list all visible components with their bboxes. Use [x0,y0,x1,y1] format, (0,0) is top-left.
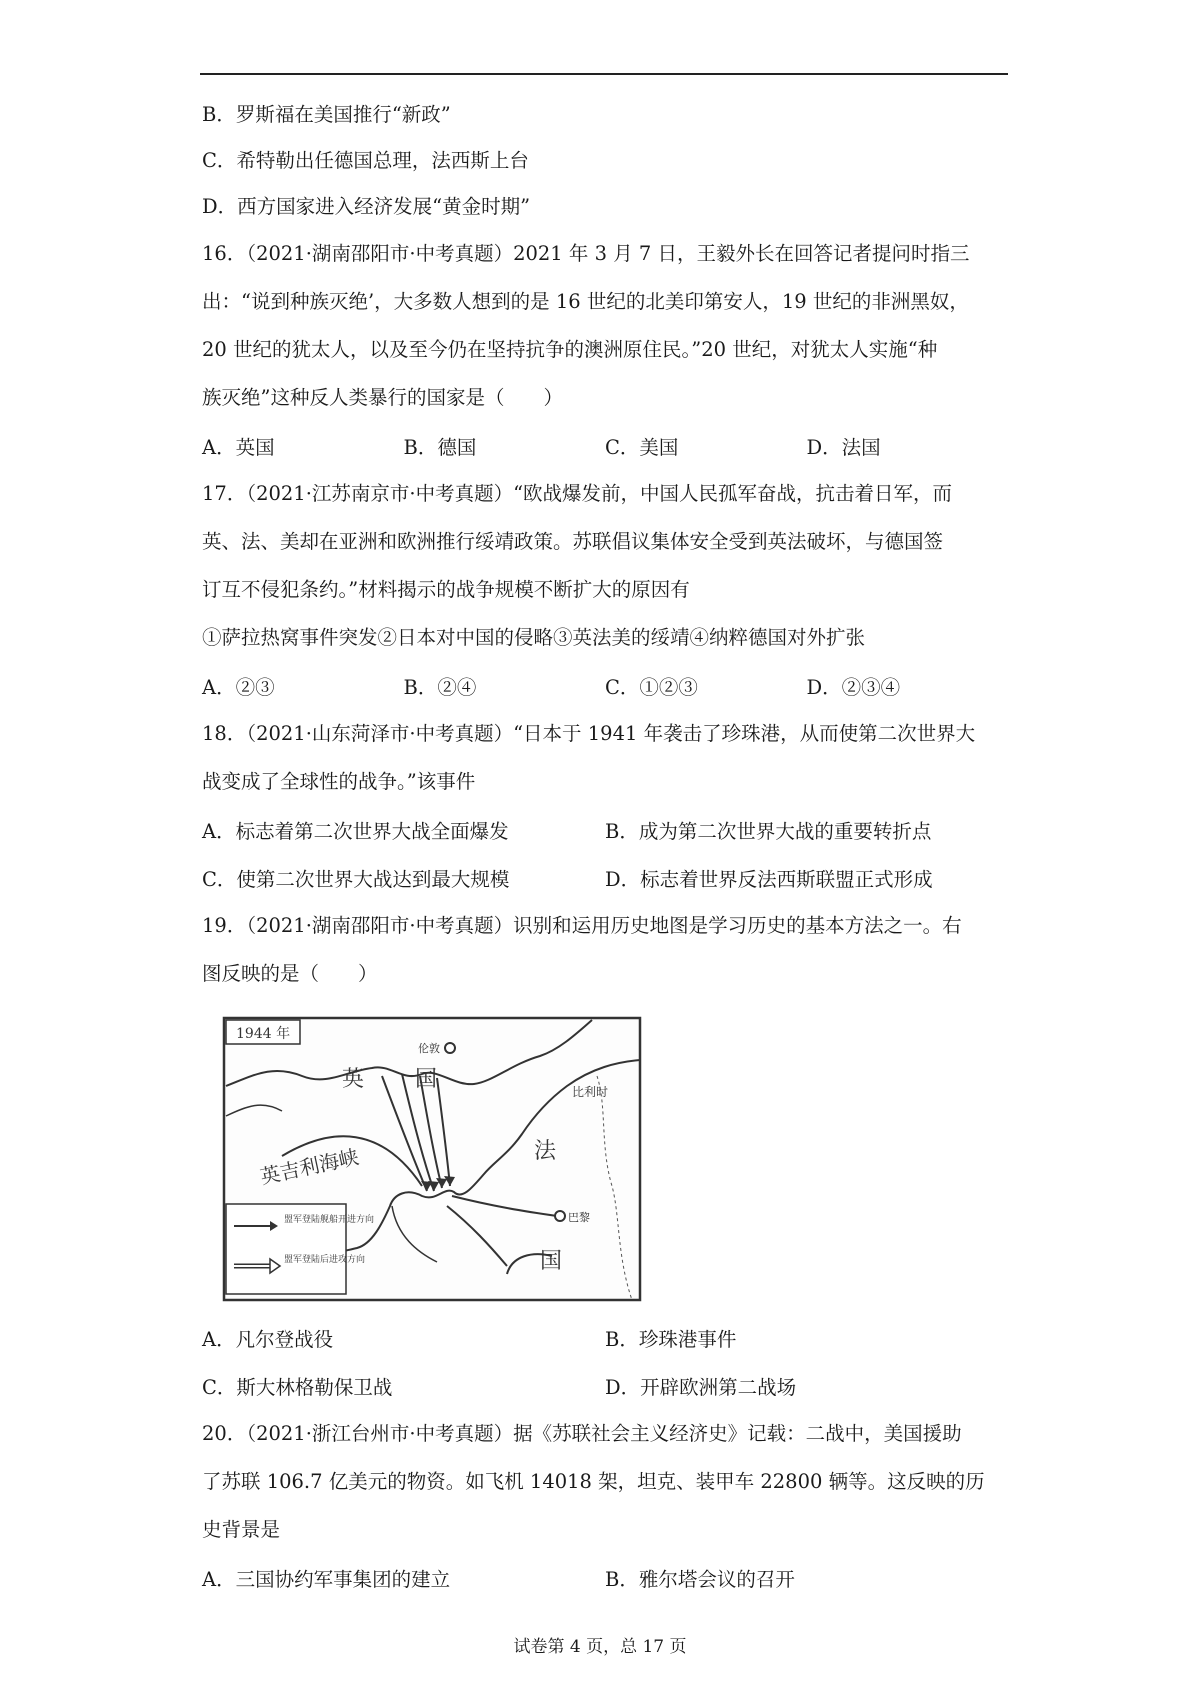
question-16 [202,230,1008,470]
option-b: B．成为第二次世界大战的重要转折点 [605,820,932,843]
england-label-1: 英 [342,1067,365,1092]
legend-item-1: 盟军登陆舰船开进方向 [284,1215,375,1225]
legend-item-2: 盟军登陆后进攻方向 [284,1255,366,1265]
paris-label: 巴黎 [568,1211,590,1224]
france-label-2: 国 [540,1249,563,1274]
map-figure [222,1016,642,1302]
option-a: A．三国协约军事集团的建立 [202,1568,451,1591]
question-text-line: 16．（2021·湖南邵阳市·中考真题）2021 年 3 月 7 日，王毅外长在回答记者提问时指三 [202,242,970,265]
option-c: C．美国 [605,436,679,459]
option-d: D．标志着世界反法西斯联盟正式形成 [605,868,933,891]
answer-options [202,662,1008,710]
paris-marker [555,1211,565,1221]
normandy-landing-map [222,1016,642,1302]
england-label-2: 国 [415,1067,438,1092]
option-line: B．罗斯福在美国推行“新政” [202,103,451,126]
header-rule [200,73,1008,75]
map-year-label: 1944 年 [236,1026,291,1042]
option-c: C．使第二次世界大战达到最大规模 [202,868,510,891]
question-text-line: 了苏联 106.7 亿美元的物资。如飞机 14018 架，坦克、装甲车 22800 辆等。这反映的历 [202,1470,985,1493]
question-text-line: ①萨拉热窝事件突发②日本对中国的侵略③英法美的绥靖④纳粹德国对外扩张 [202,626,866,649]
option-b: B．珍珠港事件 [605,1328,737,1351]
question-text-line: 战变成了全球性的战争。”该事件 [202,770,476,793]
question-text-line: 英、法、美却在亚洲和欧洲推行绥靖政策。苏联倡议集体安全受到英法破坏，与德国签 [202,530,944,553]
option-b: B．②④ [403,676,477,699]
option-a: A．标志着第二次世界大战全面爆发 [202,820,509,843]
option-b: B．德国 [403,436,477,459]
question-text-line: 族灭绝”这种反人类暴行的国家是（ ） [202,386,563,409]
option-d: D．②③④ [806,676,901,699]
option-c: C．斯大林格勒保卫战 [202,1376,393,1399]
london-label: 伦敦 [418,1042,440,1055]
option-b: B．雅尔塔会议的召开 [605,1568,795,1591]
answer-options-row [202,854,1008,902]
option-a: A．凡尔登战役 [202,1328,334,1351]
belgium-label: 比利时 [572,1085,609,1099]
question-text-line: 出：“说到种族灭绝’，大多数人想到的是 16 世纪的北美印第安人，19 世纪的非洲黑奴， [202,290,969,313]
question-text-line: 图反映的是（ ） [202,962,378,985]
question-text-line: 17．（2021·江苏南京市·中考真题）“欧战爆发前，中国人民孤军奋战，抗击着日军，而 [202,482,953,505]
question-text-line: 18．（2021·山东菏泽市·中考真题）“日本于 1941 年袭击了珍珠港，从而使第二次世界大 [202,722,976,745]
answer-options [202,422,1008,470]
london-marker [445,1043,455,1053]
question-text-line: 史背景是 [202,1518,281,1541]
option-a: A．②③ [202,676,275,699]
question-19 [202,902,1008,1410]
question-17 [202,470,1008,710]
page-footer: 试卷第 4 页，总 17 页 [513,1637,687,1657]
question-18 [202,710,1008,902]
answer-options-row [202,1362,1008,1410]
option-c: C．①②③ [605,676,698,699]
answer-options-row [202,1314,1008,1362]
option-line: C．希特勒出任德国总理，法西斯上台 [202,149,529,172]
option-d: D．法国 [806,436,881,459]
channel-label: 英吉利海峡 [258,1144,361,1189]
answer-options-row [202,806,1008,854]
france-label-1: 法 [534,1139,557,1164]
question-text-line: 20．（2021·浙江台州市·中考真题）据《苏联社会主义经济史》记载：二战中，美国援助 [202,1422,962,1445]
question-text-line: 19．（2021·湖南邵阳市·中考真题）识别和运用历史地图是学习历史的基本方法之一。右 [202,914,962,937]
option-a: A．英国 [202,436,275,459]
question-20 [202,1410,1008,1602]
answer-options-row [202,1554,1008,1602]
question-text-line: 订互不侵犯条约。”材料揭示的战争规模不断扩大的原因有 [202,578,690,601]
question-text-line: 20 世纪的犹太人，以及至今仍在坚持抗争的澳洲原住民。”20 世纪，对犹太人实施“种 [202,338,938,361]
option-line: D．西方国家进入经济发展“黄金时期” [202,195,531,218]
option-d: D．开辟欧洲第二战场 [605,1376,797,1399]
exam-page-body [202,92,1008,1602]
